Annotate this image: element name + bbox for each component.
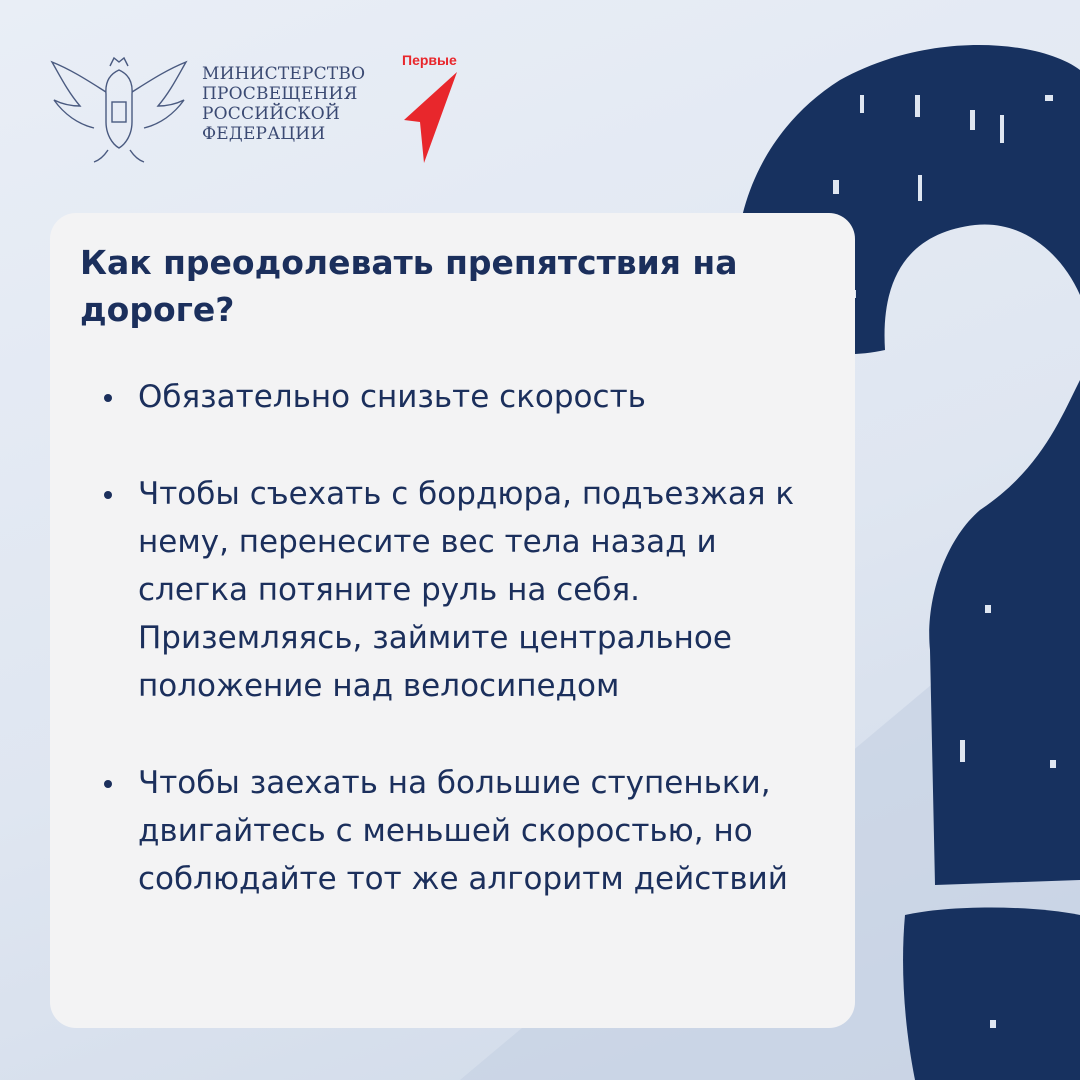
bullet-text: Чтобы съехать с бордюра, подъезжая к нему, перенесите вес тела назад и слегка потяните руль на себя. Приземляясь, займите центральное положение над велосипедом	[138, 476, 795, 704]
header	[50, 52, 480, 167]
double-headed-eagle-emblem-icon	[50, 52, 188, 164]
bullet-dot	[104, 780, 112, 788]
pervye-label: Первые	[402, 52, 457, 68]
ministry-line-3: РОССИЙСКОЙ	[202, 104, 340, 124]
card-title: Как преодолевать препятствия на дороге?	[80, 243, 738, 329]
bullet-text: Обязательно снизьте скорость	[138, 379, 646, 415]
bullet-list	[98, 373, 818, 952]
red-arrow-icon	[400, 70, 460, 165]
ministry-line-1: МИНИСТЕРСТВО	[202, 64, 366, 84]
info-card	[50, 213, 855, 1028]
ministry-name	[202, 64, 365, 144]
bullet-dot	[104, 394, 112, 402]
ministry-line-4: ФЕДЕРАЦИИ	[202, 124, 326, 144]
list-item	[98, 470, 818, 710]
ministry-line-2: ПРОСВЕЩЕНИЯ	[202, 84, 358, 104]
bullet-text: Чтобы заехать на большие ступеньки, двигайтесь с меньшей скоростью, но соблюдайте тот же алгоритм действий	[138, 765, 788, 897]
list-item	[98, 373, 818, 421]
bullet-dot	[104, 491, 112, 499]
pervye-logo	[400, 52, 470, 167]
list-item	[98, 759, 818, 903]
